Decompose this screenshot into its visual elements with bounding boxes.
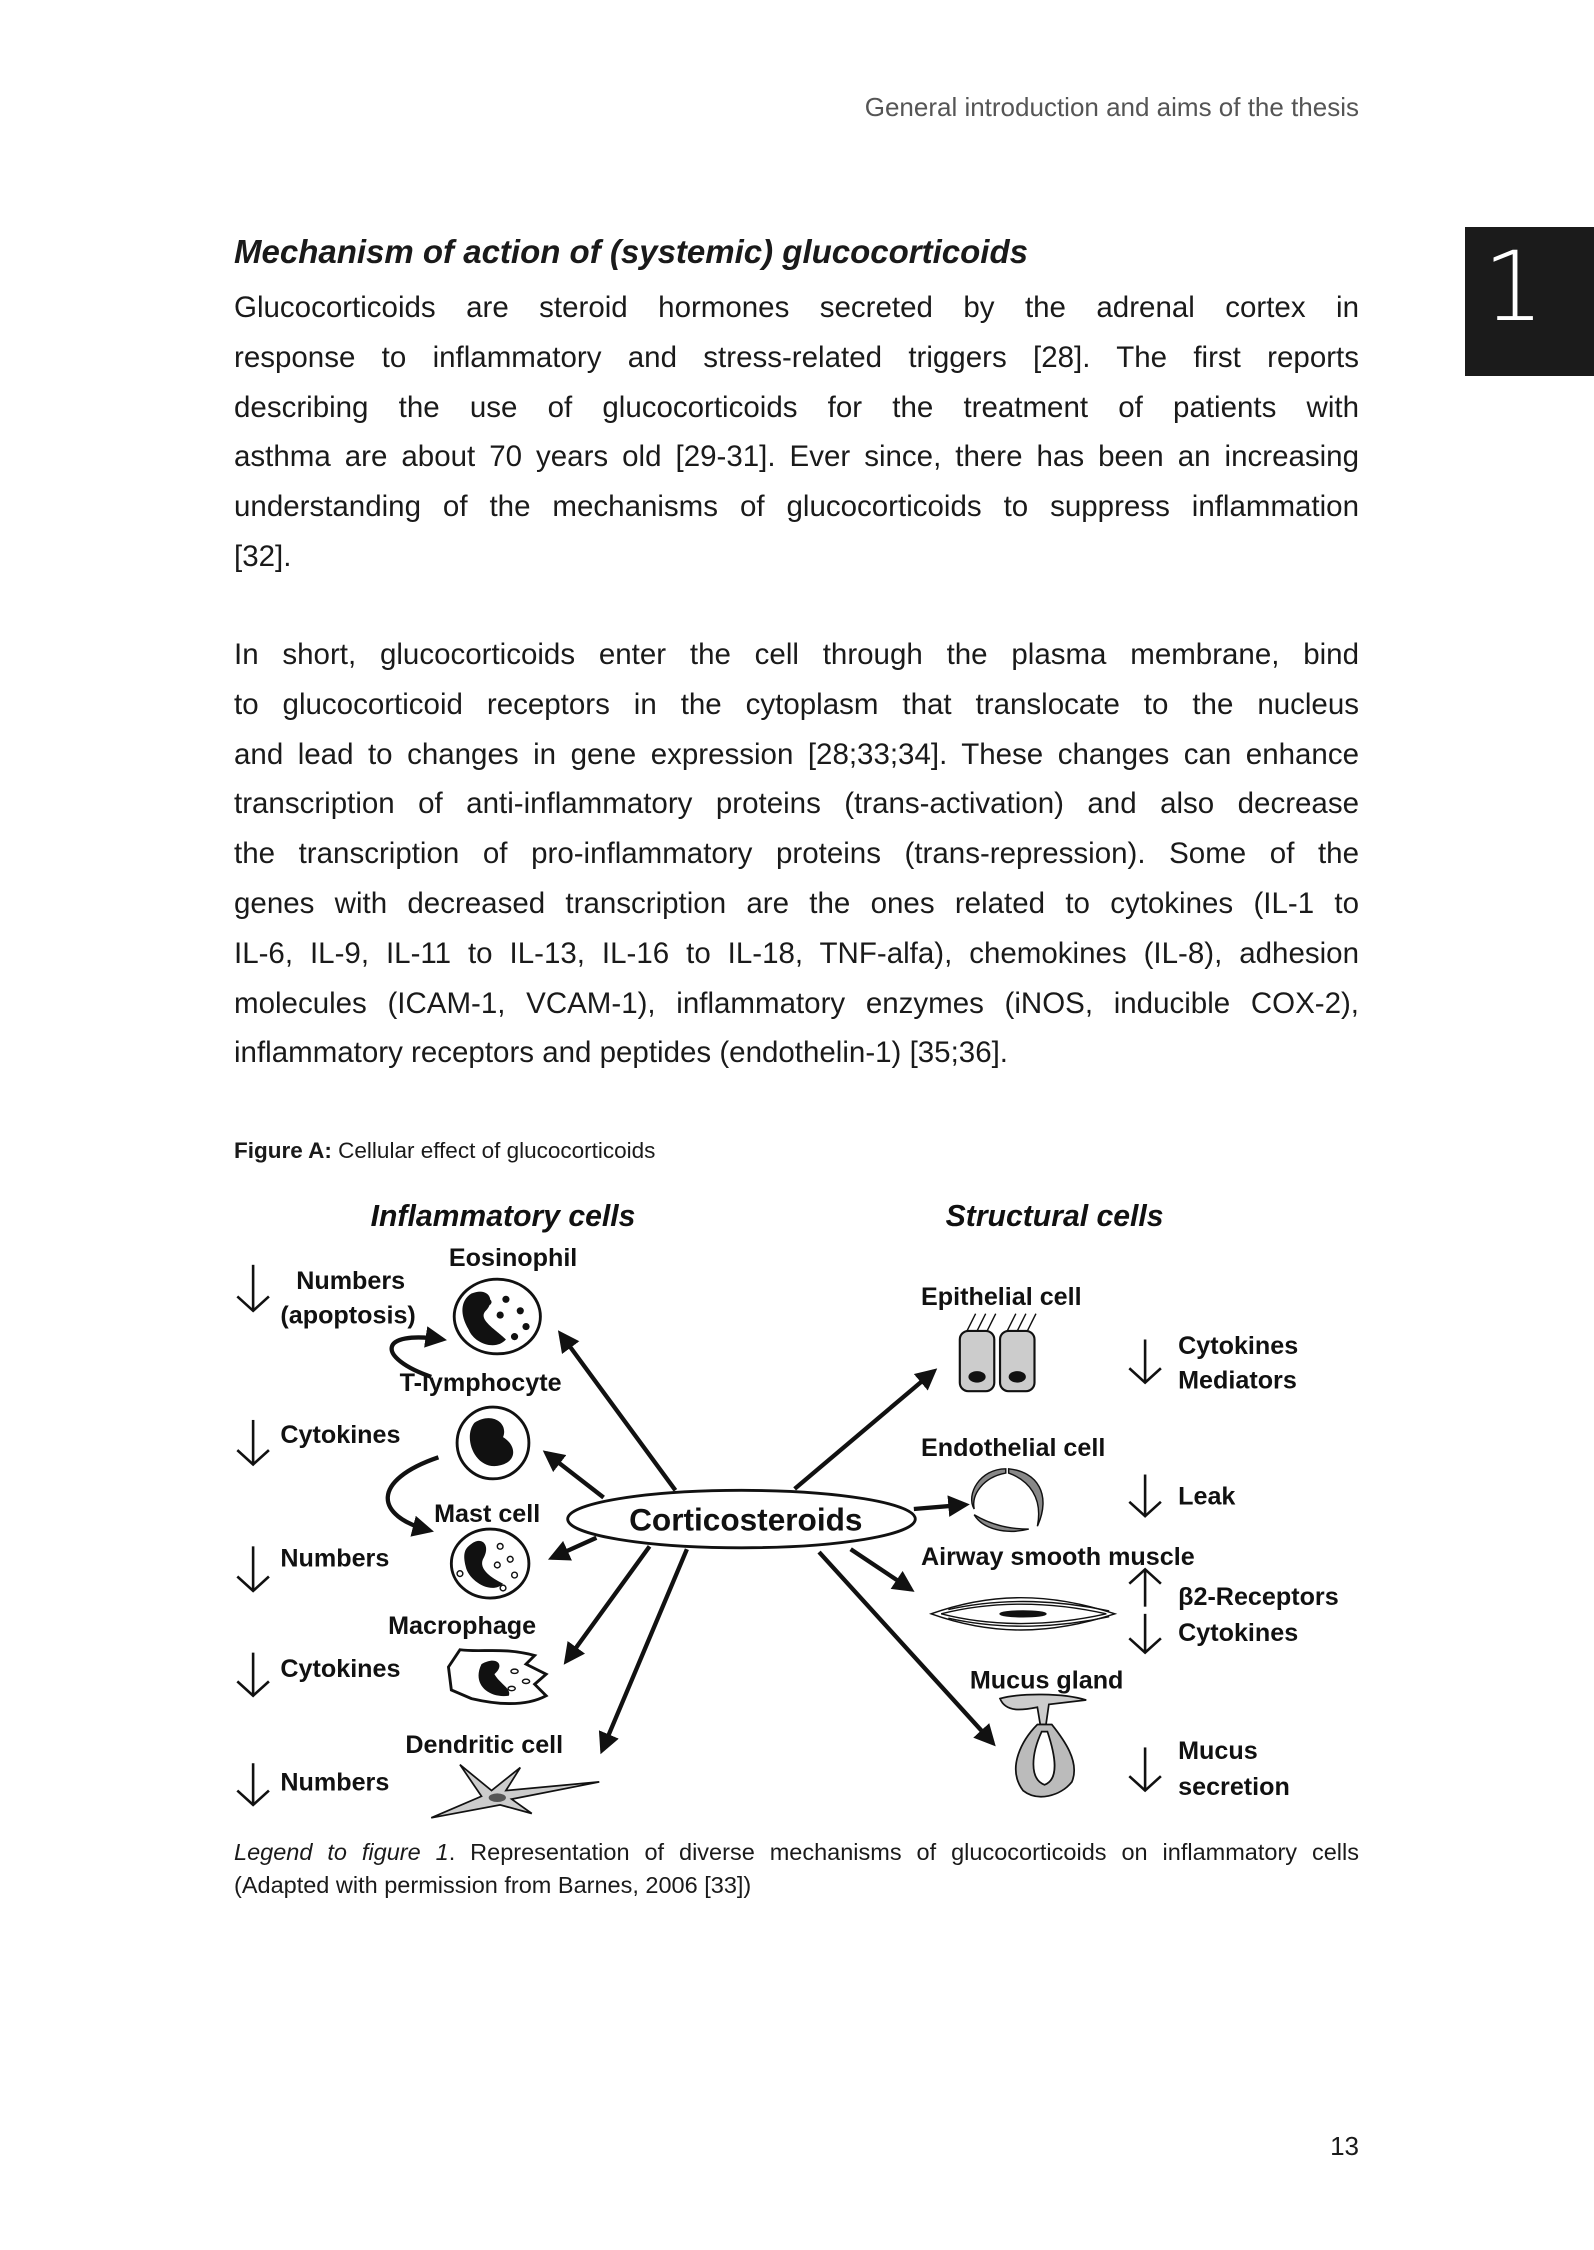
mast-cell-icon: [451, 1529, 529, 1598]
effect-tlymph: Cytokines: [280, 1420, 401, 1449]
figure-caption: [234, 1138, 655, 1164]
text-line: and lead to changes in gene expression [28;33;34]. These changes can enhance: [234, 737, 1359, 771]
effect-epi-2: Mediators: [1178, 1366, 1297, 1395]
endothelial-cell-icon: [972, 1469, 1043, 1532]
effect-dendritic: Numbers: [280, 1768, 390, 1797]
down-arrow-icon: [1129, 1475, 1161, 1517]
label-tlymphocyte: T-lymphocyte: [399, 1369, 562, 1398]
chapter-number: 1: [1483, 231, 1545, 343]
legend-text: . Representation of diverse mechanisms of glucocorticoids on inflammatory cells: [448, 1839, 1359, 1865]
text-line: to glucocorticoid receptors in the cytoplasm that translocate to the nucleus: [234, 687, 1359, 721]
down-arrow-icon: [1129, 1614, 1161, 1653]
smooth-muscle-icon: [931, 1598, 1115, 1630]
dendritic-cell-icon: [431, 1765, 599, 1818]
text-line: IL-6, IL-9, IL-11 to IL-13, IL-16 to IL-18, TNF-alfa), chemokines (IL-8), adhesion: [234, 936, 1359, 970]
text-line: transcription of anti-inflammatory proteins (trans-activation) and also decrease: [234, 787, 1359, 821]
macrophage-icon: [448, 1650, 546, 1704]
label-epithelial: Epithelial cell: [921, 1283, 1082, 1312]
chapter-tab: [1465, 227, 1594, 376]
down-arrow-icon: [1129, 1340, 1161, 1383]
text-line: Glucocorticoids are steroid hormones secreted by the adrenal cortex in: [234, 291, 1359, 324]
text-line: asthma are about 70 years old [29-31]. Ever since, there has been an increasing: [234, 440, 1359, 474]
label-macrophage: Macrophage: [388, 1611, 537, 1640]
label-endothelial: Endothelial cell: [921, 1433, 1106, 1462]
legend-line-2: (Adapted with permission from Barnes, 2006 [33]): [234, 1872, 752, 1898]
label-smooth-muscle: Airway smooth muscle: [921, 1543, 1195, 1572]
label-eosinophil: Eosinophil: [448, 1244, 578, 1273]
up-arrow-icon: [1129, 1569, 1161, 1606]
text-line: molecules (ICAM-1, VCAM-1), inflammatory enzymes (iNOS, inducible COX-2),: [234, 986, 1359, 1020]
effect-eos-1: Numbers: [296, 1267, 406, 1296]
down-arrow-icon: [237, 1763, 269, 1805]
figure-cellular-effect: [230, 1193, 1365, 1825]
figure-caption-label: Figure A:: [234, 1138, 332, 1163]
down-arrow-icon: [237, 1265, 269, 1311]
text-line: [32].: [234, 539, 292, 573]
t-lymphocyte-icon: [457, 1407, 529, 1479]
label-dendritic: Dendritic cell: [405, 1731, 564, 1760]
legend-label: Legend to figure 1: [234, 1839, 449, 1865]
effect-mast: Numbers: [280, 1544, 390, 1573]
down-arrow-icon: [237, 1653, 269, 1696]
running-head: General introduction and aims of the thesis: [864, 92, 1359, 122]
figure-legend: [234, 1836, 1359, 1902]
figure-caption-text: Cellular effect of glucocorticoids: [331, 1138, 656, 1163]
effect-eos-2: (apoptosis): [280, 1301, 416, 1330]
text-line: genes with decreased transcription are the ones related to cytokines (IL-1 to: [234, 886, 1359, 920]
text-line: response to inflammatory and stress-related triggers [28]. The first reports: [234, 340, 1359, 374]
effect-epi-1: Cytokines: [1178, 1331, 1299, 1360]
effect-mucus-1: Mucus: [1178, 1736, 1258, 1765]
label-corticosteroids: Corticosteroids: [629, 1501, 863, 1538]
label-mucus-gland: Mucus gland: [969, 1666, 1124, 1695]
text-line: inflammatory receptors and peptides (endothelin-1) [35;36].: [234, 1036, 1008, 1070]
effect-sm-2: Cytokines: [1178, 1619, 1299, 1648]
text-line: In short, glucocorticoids enter the cell through the plasma membrane, bind: [234, 638, 1359, 671]
legend-line-1: [234, 1836, 1359, 1869]
text-line: describing the use of glucocorticoids for the treatment of patients with: [234, 390, 1359, 424]
down-arrow-icon: [237, 1420, 269, 1465]
effect-endo: Leak: [1178, 1482, 1236, 1511]
effect-sm-1: β2-Receptors: [1178, 1583, 1339, 1612]
paragraph-2: [234, 630, 1359, 1078]
effect-mucus-2: secretion: [1178, 1772, 1290, 1801]
right-title: Structural cells: [945, 1200, 1164, 1234]
text-line: understanding of the mechanisms of glucocorticoids to suppress inflammation: [234, 490, 1359, 524]
effect-macrophage: Cytokines: [280, 1655, 401, 1684]
text-line: the transcription of pro-inflammatory proteins (trans-repression). Some of the: [234, 837, 1359, 871]
page-number: 13: [1330, 2131, 1359, 2161]
left-title: Inflammatory cells: [370, 1200, 636, 1234]
epithelial-cell-icon: [960, 1314, 1036, 1392]
mucus-gland-icon: [1000, 1694, 1086, 1796]
down-arrow-icon: [1129, 1747, 1161, 1790]
label-mast-cell: Mast cell: [434, 1499, 541, 1528]
paragraph-1: [234, 283, 1359, 582]
down-arrow-icon: [237, 1546, 269, 1591]
eosinophil-icon: [454, 1279, 540, 1354]
section-heading: Mechanism of action of (systemic) glucocorticoids: [234, 233, 1028, 270]
